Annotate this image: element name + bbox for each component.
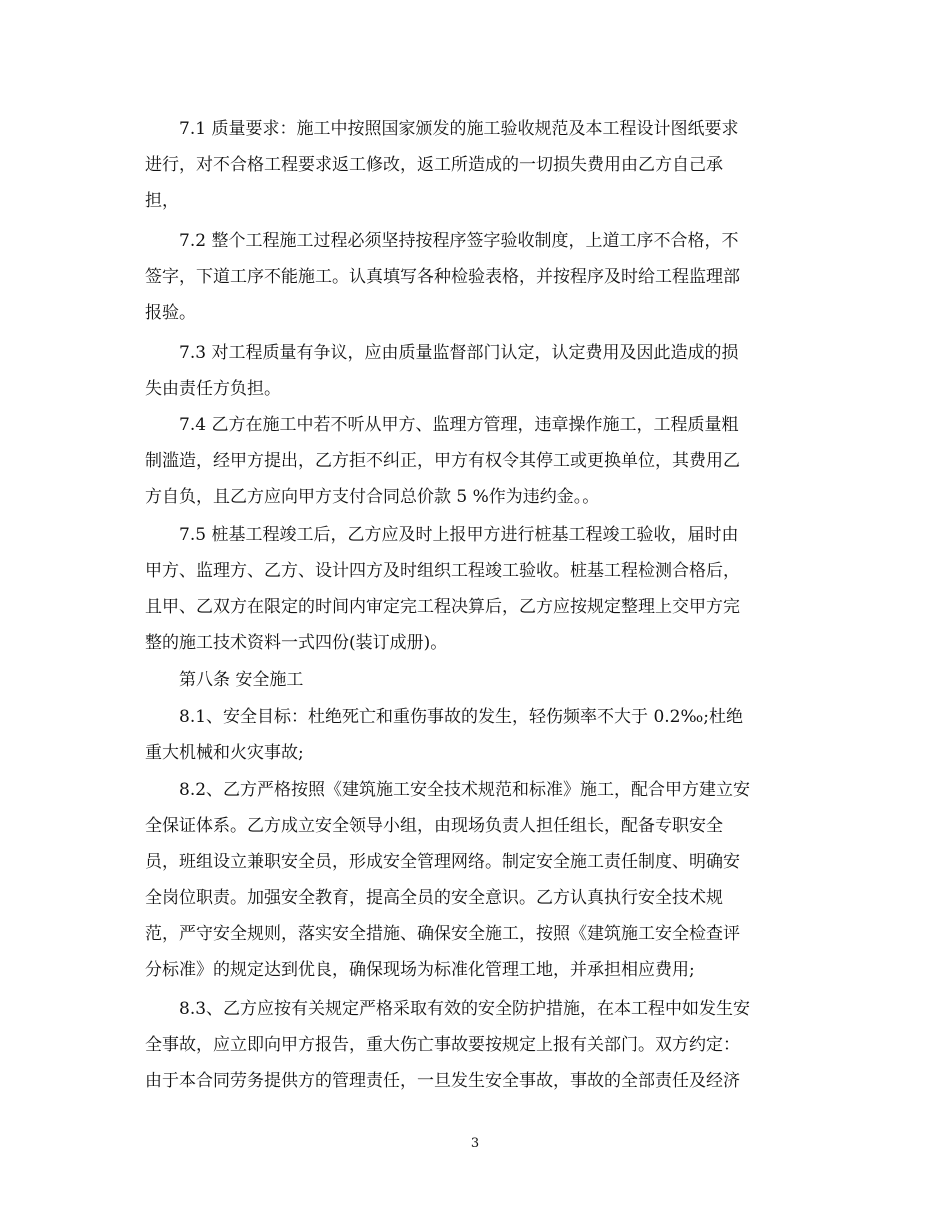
paragraph-7-1-line-2: 进行，对不合格工程要求返工修改，返工所造成的一切损失费用由乙方自己承 <box>145 155 723 175</box>
paragraph-7-2-line-3: 报验。 <box>145 303 196 323</box>
paragraph-7-5-line-3: 且甲、乙双方在限定的时间内审定完工程决算后，乙方应按规定整理上交甲方完 <box>145 597 740 617</box>
paragraph-8-2-line-1: 8.2、乙方严格按照《建筑施工安全技术规范和标准》施工，配合甲方建立安 <box>179 780 751 800</box>
paragraph-8-3-line-1: 8.3、乙方应按有关规定严格采取有效的安全防护措施，在本工程中如发生安 <box>179 999 751 1019</box>
paragraph-8-2-line-5: 范，严守安全规则，落实安全措施、确保安全施工，按照《建筑施工安全检查评 <box>145 924 740 944</box>
paragraph-7-2-line-2: 签字，下道工序不能施工。认真填写各种检验表格，并按程序及时给工程监理部 <box>145 267 740 287</box>
paragraph-7-1-line-3: 担， <box>145 191 179 211</box>
paragraph-7-5-line-1: 7.5 桩基工程竣工后，乙方应及时上报甲方进行桩基工程竣工验收，届时由 <box>179 525 739 545</box>
paragraph-7-4-line-3: 方自负，且乙方应向甲方支付合同总价款 5 %作为违约金。。 <box>145 487 600 507</box>
paragraph-7-5-line-4: 整的施工技术资料一式四份(装订成册)。 <box>145 633 448 653</box>
section-heading-8: 第八条 安全施工 <box>179 670 304 690</box>
paragraph-8-2-line-4: 全岗位职责。加强安全教育，提高全员的安全意识。乙方认真执行安全技术规 <box>145 888 723 908</box>
paragraph-7-3-line-2: 失由责任方负担。 <box>145 379 281 399</box>
paragraph-8-2-line-2: 全保证体系。乙方成立安全领导小组，由现场负责人担任组长，配备专职安全 <box>145 816 723 836</box>
paragraph-8-1-line-1: 8.1、安全目标：杜绝死亡和重伤事故的发生，轻伤频率不大于 0.2‰;杜绝 <box>179 707 744 727</box>
paragraph-8-1-line-2: 重大机械和火灾事故; <box>145 743 304 763</box>
paragraph-7-3-line-1: 7.3 对工程质量有争议，应由质量监督部门认定，认定费用及因此造成的损 <box>179 343 739 363</box>
page-number: 3 <box>470 1136 480 1151</box>
paragraph-8-3-line-3: 由于本合同劳务提供方的管理责任，一旦发生安全事故，事故的全部责任及经济 <box>145 1071 740 1091</box>
paragraph-7-2-line-1: 7.2 整个工程施工过程必须坚持按程序签字验收制度，上道工序不合格，不 <box>179 231 739 251</box>
paragraph-7-4-line-1: 7.4 乙方在施工中若不听从甲方、监理方管理，违章操作施工，工程质量粗 <box>179 415 739 435</box>
paragraph-7-4-line-2: 制滥造，经甲方提出，乙方拒不纠正，甲方有权令其停工或更换单位，其费用乙 <box>145 451 740 471</box>
paragraph-7-1-line-1: 7.1 质量要求：施工中按照国家颁发的施工验收规范及本工程设计图纸要求 <box>179 119 739 139</box>
paragraph-8-3-line-2: 全事故，应立即向甲方报告，重大伤亡事故要按规定上报有关部门。双方约定： <box>145 1035 740 1055</box>
paragraph-8-2-line-6: 分标准》的规定达到优良，确保现场为标准化管理工地，并承担相应费用; <box>145 960 695 980</box>
paragraph-8-2-line-3: 员，班组设立兼职安全员，形成安全管理网络。制定安全施工责任制度、明确安 <box>145 852 740 872</box>
paragraph-7-5-line-2: 甲方、监理方、乙方、设计四方及时组织工程竣工验收。桩基工程检测合格后， <box>145 561 740 581</box>
